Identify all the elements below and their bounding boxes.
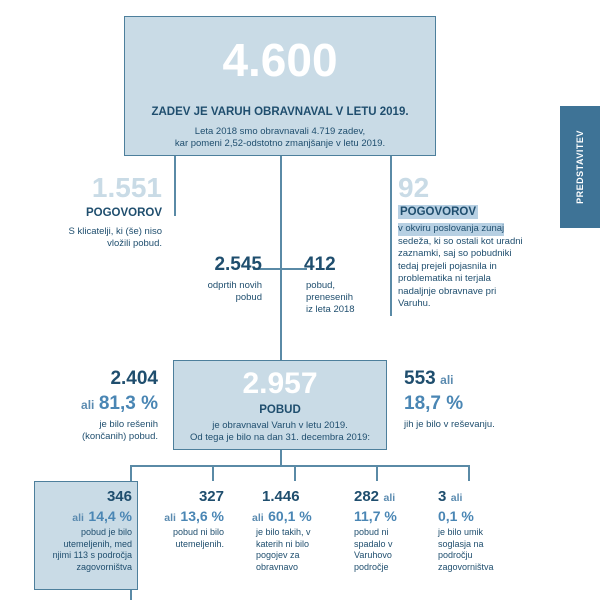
- bottom-item-3-share: [252, 507, 342, 527]
- left-talks-line-2: vložili pobud.: [107, 238, 162, 249]
- total-cases-box: [124, 16, 436, 156]
- pending-head: [404, 368, 524, 391]
- resolved-pct: 81,3 %: [98, 393, 158, 414]
- resolved-line-2: (končanih) pobud.: [81, 431, 158, 442]
- total-complaints-title: POBUD: [259, 404, 301, 416]
- bottom-item-5-ali: ali: [450, 492, 463, 504]
- bottom-item-2-share: [140, 507, 224, 527]
- bottom-item-5-text: [438, 527, 528, 573]
- right-talks-line-7: Varuhu.: [398, 298, 431, 309]
- bottom-item-2-line-1: pobud ni bilo: [172, 527, 224, 537]
- bottom-item-4-number: 282: [354, 488, 380, 505]
- bottom-item-1-number: 346: [106, 488, 132, 505]
- bottom-item-4-pct: 11,7 %: [354, 508, 397, 524]
- bottom-item-1-line-1: pobud je bilo: [80, 527, 132, 537]
- resolved-share: [40, 393, 158, 416]
- bottom-item-3-ali: ali: [252, 512, 264, 524]
- total-cases-title: ZADEV JE VARUH OBRAVNAVAL V LETU 2019.: [151, 106, 409, 118]
- bottom-item-2-number: 327: [198, 488, 224, 505]
- bottom-item-4-line-4: področje: [354, 561, 389, 572]
- bottom-item-2-text: [140, 527, 224, 550]
- carried-line-2: prenesenih: [306, 292, 354, 303]
- bottom-item-2-line-2: utemeljenih.: [175, 538, 224, 549]
- connector-mid-down: [280, 450, 282, 466]
- bottom-item-3-line-1: je bilo takih, v: [256, 527, 311, 537]
- bottom-item-5-line-1: je bilo umik: [438, 527, 484, 537]
- right-talks-line-4: tedaj prejeli pojasnila in: [398, 260, 497, 272]
- total-complaints-box: [173, 360, 387, 450]
- pending-ali: ali: [440, 373, 454, 387]
- bottom-item-2-ali: ali: [164, 512, 176, 524]
- bottom-item-1-text: [34, 527, 132, 573]
- pending-number: 553: [404, 368, 436, 389]
- carried-line-3: iz leta 2018: [306, 304, 355, 315]
- bottom-item-3-line-4: obravnavo: [256, 561, 299, 572]
- connector-top-center: [280, 156, 282, 360]
- connector-drop-1: [130, 465, 132, 481]
- connector-bottom-tail: [130, 590, 132, 600]
- opened-number: 2.545: [214, 254, 262, 275]
- right-talks-line-1: v okviru poslovanja zunaj: [398, 223, 505, 234]
- bottom-item-5-line-4: zagovorništva: [438, 561, 494, 572]
- right-talks-line-2: sedeža, ki so ostali kot uradni: [398, 235, 523, 247]
- bottom-item-5-line-2: soglasja na: [438, 538, 484, 549]
- bottom-item-1-line-4: zagovorništva: [76, 561, 132, 572]
- left-talks-line-1: S klicatelji, ki (še) niso: [68, 226, 162, 237]
- side-tab-label: PREDSTAVITEV: [575, 130, 585, 204]
- right-talks-line-6: nadaljnje obravnave pri: [398, 285, 497, 297]
- bottom-item-5-pct: 0,1 %: [438, 508, 474, 524]
- resolved-number: 2.404: [110, 368, 158, 389]
- bottom-item-2-pct: 13,6 %: [180, 508, 224, 524]
- right-talks-label: POGOVOROV: [400, 206, 477, 218]
- bottom-item-1-share: [34, 507, 132, 527]
- bottom-item-4-line-1: pobud ni: [354, 527, 389, 537]
- carried-line-1: pobud,: [306, 280, 336, 291]
- bottom-item-1-ali: ali: [72, 512, 84, 524]
- pending-pct: 18,7 %: [404, 393, 464, 414]
- right-talks-lines: [398, 223, 548, 311]
- bottom-item-3-pct: 60,1 %: [268, 508, 312, 524]
- bottom-item-5-number: 3: [438, 488, 447, 505]
- resolved-line-1: je bilo rešenih: [99, 419, 158, 430]
- resolved-ali: ali: [81, 398, 95, 412]
- connector-top-left: [174, 156, 176, 216]
- pending-line-1: jih je bilo v reševanju.: [404, 419, 495, 430]
- bottom-item-3-text: [256, 527, 342, 573]
- connector-bottom-horizontal: [130, 465, 470, 467]
- connector-top-right: [390, 156, 392, 316]
- total-cases-note-2: kar pomeni 2,52-odstotno zmanjšanje v letu 2019.: [174, 138, 386, 149]
- right-talks-line-3: zaznamki, saj so pobudniki: [398, 248, 512, 259]
- bottom-item-4-line-2: spadalo v: [354, 538, 393, 549]
- bottom-item-1-line-3: njimi 113 s področja: [52, 550, 132, 560]
- left-talks-label: POGOVOROV: [85, 207, 162, 219]
- bottom-item-4-line-3: Varuhovo: [354, 550, 392, 560]
- left-talks-number: 1.551: [91, 172, 162, 203]
- side-tab-predstavitev[interactable]: [560, 106, 600, 228]
- opened-line-1: odprtih novih: [207, 280, 262, 291]
- carried-number: 412: [304, 254, 336, 275]
- right-talks-line-5: problematika ni terjala: [398, 273, 491, 284]
- bottom-item-4-text: [354, 527, 434, 573]
- bottom-item-4-head: [354, 488, 434, 507]
- total-complaints-note-2: Od tega je bilo na dan 31. decembra 2019:: [189, 432, 371, 443]
- bottom-item-1-pct: 14,4 %: [88, 508, 132, 524]
- right-talks-number: 92: [398, 172, 430, 203]
- bottom-item-3-line-2: katerih ni bilo: [256, 538, 310, 549]
- total-cases-note-1: Leta 2018 smo obravnavali 4.719 zadev,: [194, 126, 366, 137]
- bottom-item-5-head: [438, 488, 518, 507]
- bottom-item-3-line-3: pogojev za: [256, 550, 300, 560]
- opened-line-2: pobud: [235, 292, 262, 303]
- connector-drop-5: [468, 465, 470, 481]
- total-complaints-number: 2.957: [242, 367, 318, 400]
- bottom-item-4-ali: ali: [383, 492, 396, 504]
- bottom-item-3-number: 1.446: [262, 488, 300, 505]
- connector-drop-4: [376, 465, 378, 481]
- bottom-item-1-line-2: utemeljenih, med: [63, 538, 132, 549]
- total-cases-number: 4.600: [222, 34, 338, 86]
- total-complaints-note-1: je obravnaval Varuh v letu 2019.: [212, 420, 348, 431]
- bottom-item-5-line-3: področju: [438, 550, 473, 560]
- connector-drop-3: [294, 465, 296, 481]
- connector-drop-2: [212, 465, 214, 481]
